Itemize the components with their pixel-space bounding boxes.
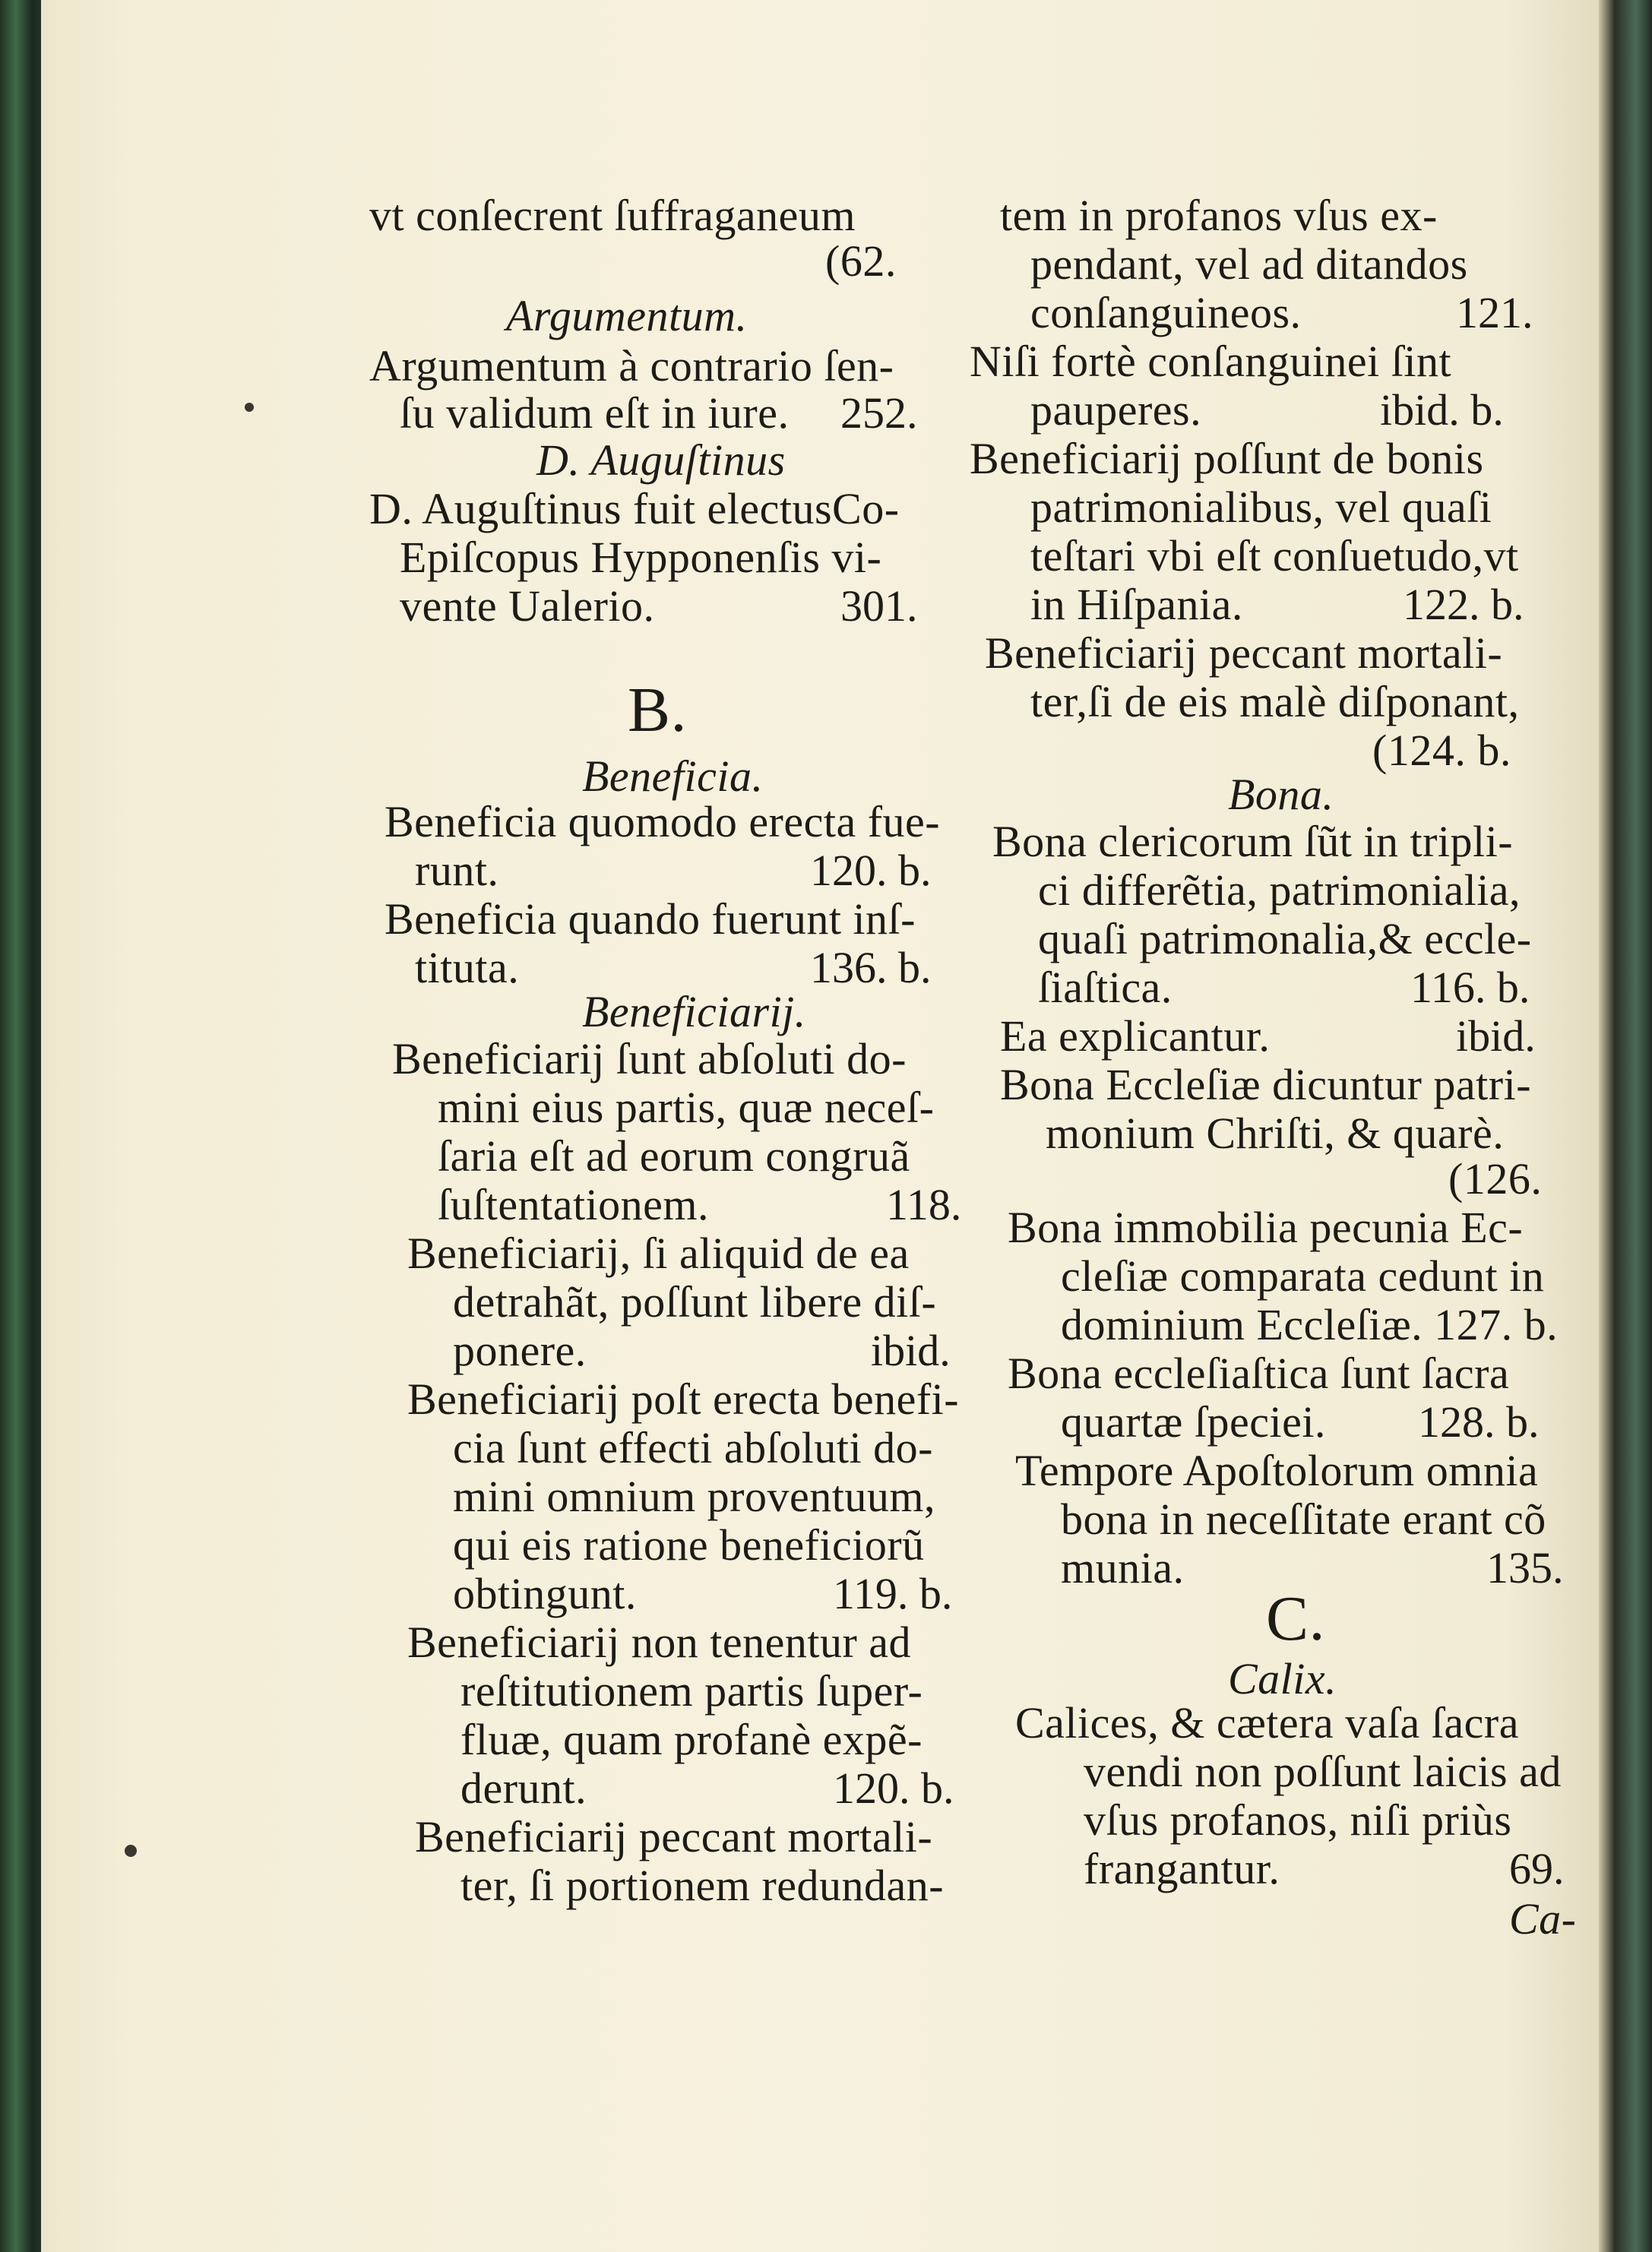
text-line: dominium Eccleſiæ. 127. b. (1061, 1300, 1559, 1349)
text-line: ci differẽtia, patrimonialia, (1038, 865, 1521, 915)
text-line: teſtari vbi eſt conſuetudo,vt (1030, 531, 1519, 580)
ink-speck (125, 1845, 137, 1857)
text-line: tituta. (415, 943, 520, 992)
text-line: vſus profanos, niſi priùs (1084, 1795, 1512, 1845)
text-line: Bona immobilia pecunia Ec- (1008, 1203, 1524, 1252)
entry-heading: Calix. (1228, 1654, 1337, 1703)
page-reference: 301. (840, 581, 918, 631)
entry-heading: Bona. (1228, 770, 1334, 819)
text-line: Bona clericorum ſũt in tripli- (992, 817, 1514, 866)
page-reference: 120. b. (810, 846, 932, 895)
entry-heading: Argumentum. (506, 291, 748, 340)
text-line: bona in neceſſitate erant cõ (1061, 1494, 1546, 1544)
entry-heading: Beneficiarij. (582, 987, 806, 1036)
section-letter: C. (1266, 1583, 1326, 1654)
text-line: Beneficiarij peccant mortali- (985, 628, 1503, 678)
text-line: Calices, & cætera vaſa ſacra (1015, 1698, 1519, 1748)
page-reference: ibid. (1456, 1011, 1536, 1061)
page-reference: 121. (1456, 288, 1533, 337)
ink-speck (245, 403, 254, 412)
text-line: ponere. (453, 1326, 587, 1375)
text-line: Beneficiarij, ſi aliquid de ea (407, 1229, 910, 1278)
text-line: Beneficia quando fuerunt inſ- (385, 894, 916, 944)
text-line: pauperes. (1030, 385, 1202, 435)
text-line: mini omnium proventuum, (453, 1472, 935, 1521)
book-page (41, 0, 1599, 2252)
text-line: Beneficiarij poſſunt de bonis (970, 434, 1484, 483)
text-line: derunt. (460, 1763, 587, 1813)
text-line: monium Chriſti, & quarè. (1046, 1109, 1505, 1158)
text-line: cleſiæ comparata cedunt in (1061, 1251, 1545, 1301)
text-line: ter, ſi portionem redundan- (460, 1861, 945, 1910)
text-line: Argumentum à contrario ſen- (369, 341, 894, 391)
page-reference: 135. (1486, 1543, 1564, 1593)
text-line: cia ſunt effecti abſoluti do- (453, 1423, 933, 1472)
text-line: Epiſcopus Hypponenſis vi- (400, 533, 882, 582)
text-line: ſiaſtica. (1038, 963, 1173, 1012)
text-line: conſanguineos. (1030, 288, 1302, 337)
page-reference: 128. b. (1418, 1397, 1540, 1447)
text-line: runt. (415, 846, 499, 895)
text-line: Bona Eccleſiæ dicuntur patri- (1000, 1060, 1532, 1109)
text-line: qui eis ratione beneficiorũ (453, 1520, 925, 1570)
text-line: (126. (1448, 1154, 1543, 1203)
text-line: Niſi fortè conſanguinei ſint (970, 337, 1452, 386)
entry-heading: D. Auguſtinus (536, 435, 786, 485)
text-line: vente Ualerio. (400, 581, 655, 631)
page-reference: 120. b. (833, 1763, 954, 1813)
page-reference: 118. (886, 1180, 962, 1229)
text-line: ſaria eſt ad eorum congruã (438, 1131, 910, 1181)
text-line: ſu validum eſt in iure. (400, 388, 790, 438)
page-reference: ibid. b. (1380, 385, 1504, 435)
text-line: Bona eccleſiaſtica ſunt ſacra (1008, 1349, 1510, 1398)
text-line: D. Auguſtinus fuit electusCo- (369, 484, 900, 533)
text-line: tem in profanos vſus ex- (1000, 191, 1438, 240)
text-line: in Hiſpania. (1030, 580, 1243, 629)
text-line: munia. (1061, 1543, 1185, 1593)
page-reference: 122. b. (1403, 580, 1524, 629)
text-line: vt conſecrent ſuffraganeum (369, 191, 856, 240)
book-edge-right (1599, 0, 1652, 2252)
text-line: mini eius partis, quæ neceſ- (438, 1083, 935, 1132)
text-line: Beneficiarij poſt erecta benefi- (407, 1374, 960, 1424)
text-line: ter,ſi de eis malè diſponant, (1030, 677, 1520, 726)
text-line: (124. b. (1372, 726, 1511, 775)
text-line: frangantur. (1084, 1844, 1280, 1893)
text-line: reſtitutionem partis ſuper- (460, 1666, 923, 1716)
text-line: Beneficia quomodo erecta fue- (385, 797, 941, 846)
text-line: ſuſtentationem. (438, 1180, 710, 1229)
page-reference: 116. b. (1410, 963, 1530, 1012)
text-line: Beneficiarij ſunt abſoluti do- (392, 1034, 907, 1083)
catchword: Ca- (1509, 1894, 1577, 1944)
text-line: quartæ ſpeciei. (1061, 1397, 1326, 1447)
book-spine-left (0, 0, 46, 2252)
text-line: quaſi patrimonalia,& eccle- (1038, 914, 1532, 963)
page-reference: 119. b. (833, 1569, 953, 1618)
text-line: pendant, vel ad ditandos (1030, 239, 1468, 289)
page-reference: 69. (1509, 1844, 1565, 1893)
page-reference: 252. (840, 388, 918, 438)
page-reference: ibid. (871, 1326, 951, 1375)
text-line: vendi non poſſunt laicis ad (1084, 1747, 1562, 1796)
section-letter: B. (628, 675, 688, 745)
text-line: Beneficiarij non tenentur ad (407, 1618, 912, 1667)
page-reference: 136. b. (810, 943, 932, 992)
text-line: patrimonialibus, vel quaſi (1030, 482, 1492, 532)
entry-heading: Beneficia. (582, 751, 764, 801)
text-line: Beneficiarij peccant mortali- (415, 1812, 933, 1861)
text-line: detrahãt, poſſunt libere diſ- (453, 1277, 937, 1327)
text-line: obtingunt. (453, 1569, 637, 1618)
text-line: fluæ, quam profanè expẽ- (460, 1715, 923, 1764)
text-line: (62. (825, 236, 897, 286)
text-line: Ea explicantur. (1000, 1011, 1271, 1061)
text-line: Tempore Apoſtolorum omnia (1015, 1446, 1539, 1495)
